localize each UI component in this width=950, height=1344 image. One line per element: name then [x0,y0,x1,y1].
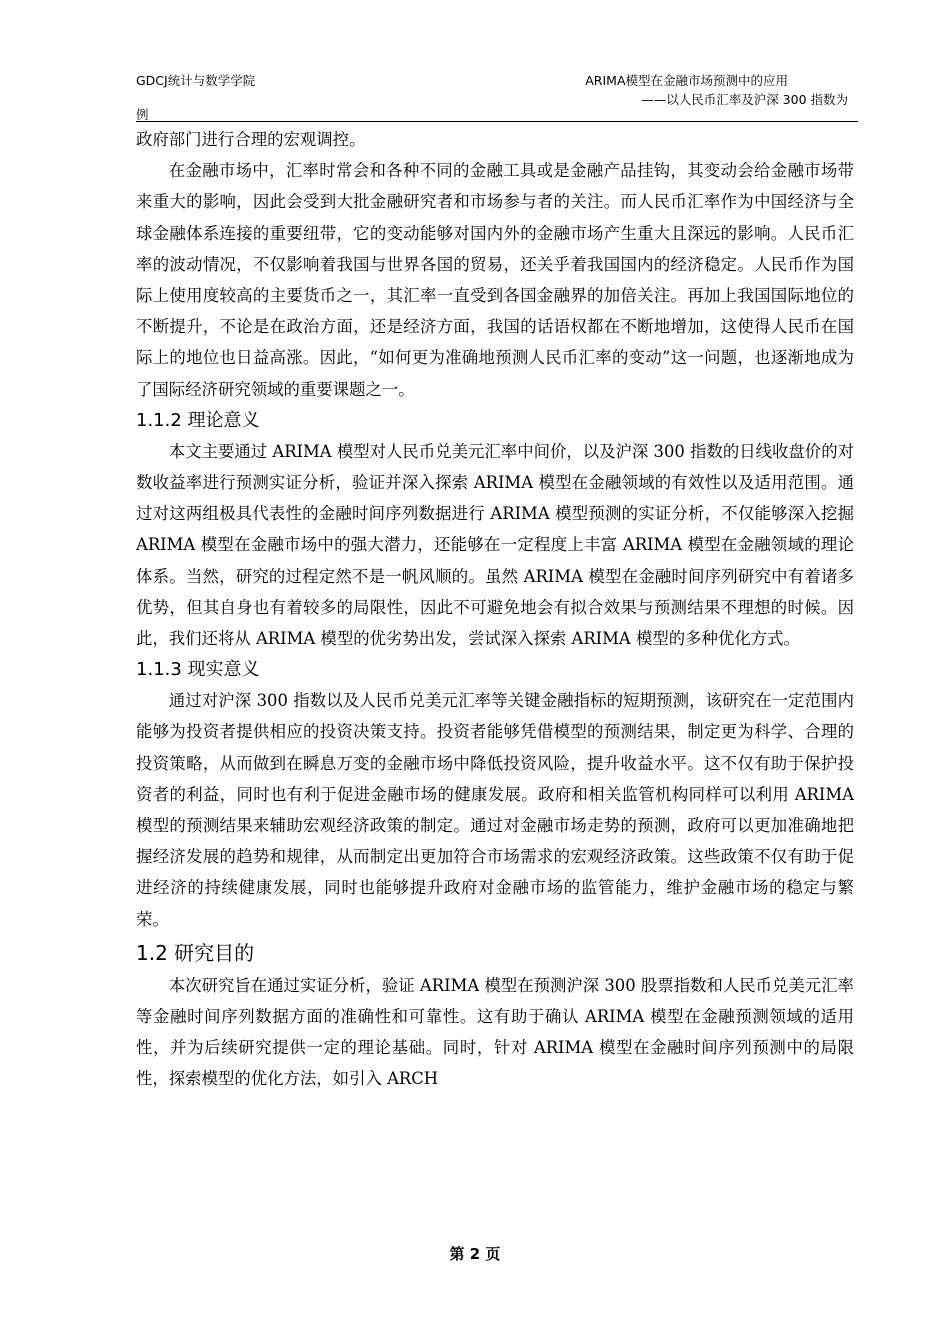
heading-1-2: 1.2 研究目的 [136,940,255,965]
document-body [136,124,854,1095]
header-title-wrap: 例 [136,107,149,122]
header-title-line2: ——以人民币汇率及沪深 300 指数为 [641,92,848,107]
paragraph-continuation: 政府部门进行合理的宏观调控。 [136,130,366,149]
paragraph-practical-significance: 通过对沪深 300 指数以及人民币兑美元汇率等关键金融指标的短期预测，该研究在一定范围内能够为投资者提供相应的投资决策支持。投资者能够凭借模型的预测结果，制定更为科学、合理的投资策略，从而做到在瞬息万变的金融市场中降低投资风险，提升收益水平。这不仅有助于保护投资者的利益，同时也有利于促进金融市场的健康发展。政府和相关监管机构同样可以利用 ARIMA 模型的预测结果来辅助宏观经济政策的制定。通过对金融市场走势的预测，政府可以更加准确地把握经济发展的趋势和规律，从而制定出更加符合市场需求的宏观经济政策。这些政策不仅有助于促进经济的持续健康发展，同时也能够提升政府对金融市场的监管能力，维护金融市场的稳定与繁荣。 [136,691,854,929]
header-school-name: GDCJ统计与数学学院 [136,73,256,88]
paragraph-research-purpose: 本次研究旨在通过实证分析，验证 ARIMA 模型在预测沪深 300 股票指数和人民币兑美元汇率等金融时间序列数据方面的准确性和可靠性。这有助于确认 ARIMA 模型在金融预测领域的适用性，并为后续研究提供一定的理论基础。同时，针对 ARIMA 模型在金融时间序列预测中的局限性，探索模型的优化方法，如引入 ARCH [136,975,854,1089]
paragraph-theoretical-significance: 本文主要通过 ARIMA 模型对人民币兑美元汇率中间价，以及沪深 300 指数的日线收盘价的对数收益率进行预测实证分析，验证并深入探索 ARIMA 模型在金融领域的有效性以及适用范围。通过对这两组极具代表性的金融时间序列数据进行 ARIMA 模型预测的实证分析，不仅能够深入挖掘 ARIMA 模型在金融市场中的强大潜力，还能够在一定程度上丰富 ARIMA 模型在金融领域的理论体系。当然，研究的过程定然不是一帆风顺的。虽然 ARIMA 模型在金融时间序列研究中有着诸多优势，但其自身也有着较多的局限性，因此不可避免地会有拟合效果与预测结果不理想的时候。因此，我们还将从 ARIMA 模型的优劣势出发，尝试深入探索 ARIMA 模型的多种优化方式。 [136,441,854,649]
heading-1-1-2: 1.1.2 理论意义 [136,409,260,431]
heading-1-1-3: 1.1.3 现实意义 [136,659,260,681]
header-divider [136,121,858,122]
paragraph-exchange-rate: 在金融市场中，汇率时常会和各种不同的金融工具或是金融产品挂钩，其变动会给金融市场带来重大的影响，因此会受到大批金融研究者和市场参与者的关注。而人民币汇率作为中国经济与全球金融体系连接的重要纽带，它的变动能够对国内外的金融市场产生重大且深远的影响。人民币汇率的波动情况，不仅影响着我国与世界各国的贸易，还关乎着我国国内的经济稳定。人民币作为国际上使用度较高的主要货币之一，其汇率一直受到各国金融界的加倍关注。再加上我国国际地位的不断提升，不论是在政治方面，还是经济方面，我国的话语权都在不断地增加，这使得人民币在国际上的地位也日益高涨。因此，“如何更为准确地预测人民币汇率的变动”这一问题，也逐渐地成为了国际经济研究领域的重要课题之一。 [136,161,854,399]
header-title-line1: ARIMA模型在金融市场预测中的应用 [585,73,788,88]
page-number: 第 2 页 [449,1245,501,1263]
